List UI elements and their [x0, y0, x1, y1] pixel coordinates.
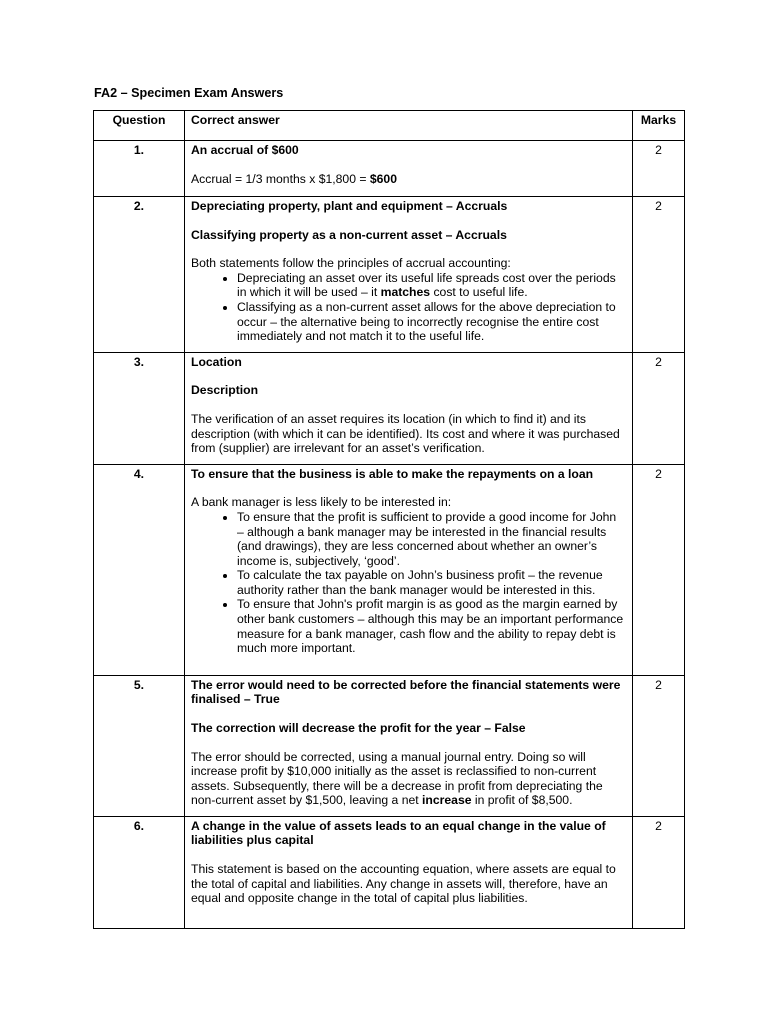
question-number: 3.	[94, 352, 185, 464]
table-header-row	[94, 111, 685, 141]
table-row	[94, 675, 685, 816]
question-number: 2.	[94, 197, 185, 353]
list-item: • To ensure that the profit is sufficient to provide a good income for John – although a bank manager may be interested in the financial results (and drawings), they are less concerned about whether an owner’s income is, subjectively, ‘good’.	[237, 510, 626, 568]
question-number: 5.	[94, 675, 185, 816]
answer-cell	[185, 352, 633, 464]
header-question: Question	[94, 111, 185, 141]
list-item: • Classifying as a non-current asset allows for the above depreciation to occur – the alternative being to incorrectly recognise the entire cost immediately and not match it to the useful life.	[237, 300, 626, 344]
answer-cell	[185, 197, 633, 353]
marks-cell: 2	[633, 675, 685, 816]
page-title: FA2 – Specimen Exam Answers	[94, 86, 284, 100]
table-row	[94, 352, 685, 464]
marks-cell: 2	[633, 464, 685, 675]
explanation-intro: A bank manager is less likely to be interested in:	[191, 495, 452, 510]
explanation-text: The verification of an asset requires its location (in which to find it) and its description (with which it can be identified). Its cost and where it was purchased from (supplier) are irrelevant for an asset’s verification.	[191, 411, 620, 456]
question-number: 1.	[94, 141, 185, 197]
bullet-list	[191, 510, 626, 656]
question-number: 4.	[94, 464, 185, 675]
header-marks: Marks	[633, 111, 685, 141]
answer-cell	[185, 816, 633, 928]
explanation-text: The error should be corrected, using a manual journal entry. Doing so will increase profit by $10,000 initially as the asset is reclassified to non-current assets. Subsequently, there will be a decrease in profit from depreciating the non-current asset by $1,500, leaving a net increase in profit of $8,500.	[191, 749, 603, 808]
answer-text: A change in the value of assets leads to an equal change in the value of liabilities plus capital	[191, 818, 606, 848]
question-number: 6.	[94, 816, 185, 928]
answer-cell	[185, 464, 633, 675]
answer-text: The correction will decrease the profit for the year – False	[191, 720, 526, 735]
working-text: Accrual = 1/3 months x $1,800 = $600	[191, 171, 397, 186]
marks-cell: 2	[633, 197, 685, 353]
table-row	[94, 197, 685, 353]
list-item: • To ensure that John's profit margin is as good as the margin earned by other bank customers – although this may be an important performance measure for a bank manager, cash flow and the ability to repay debt is much more important.	[237, 597, 626, 655]
list-item: • To calculate the tax payable on John’s business profit – the revenue authority rather than the bank manager would be interested in this.	[237, 568, 626, 597]
table-row	[94, 816, 685, 928]
answer-text: To ensure that the business is able to make the repayments on a loan	[191, 466, 594, 481]
answer-cell	[185, 675, 633, 816]
answer-text: Classifying property as a non-current asset – Accruals	[191, 227, 507, 242]
marks-cell: 2	[633, 141, 685, 197]
header-correct-answer: Correct answer	[185, 111, 633, 141]
answer-text: Description	[191, 383, 259, 398]
marks-cell: 2	[633, 816, 685, 928]
answer-text: The error would need to be corrected before the financial statements were finalised – True	[191, 677, 621, 707]
table-row	[94, 141, 685, 197]
answer-text: An accrual of $600	[191, 143, 299, 157]
answer-text: Depreciating property, plant and equipment – Accruals	[191, 199, 508, 213]
bullet-list	[191, 271, 626, 344]
explanation-text: This statement is based on the accounting equation, where assets are equal to the total of capital and liabilities. Any change in assets will, therefore, have an equal and opposite change in the total of capital plus liabilities.	[191, 862, 616, 906]
marks-cell: 2	[633, 352, 685, 464]
list-item: • Depreciating an asset over its useful life spreads cost over the periods in which it will be used – it matches cost to useful life.	[237, 271, 626, 300]
answers-table	[93, 110, 685, 929]
table-row	[94, 464, 685, 675]
explanation-intro: Both statements follow the principles of accrual accounting:	[191, 256, 511, 271]
answer-cell	[185, 141, 633, 197]
answer-text: Location	[191, 354, 242, 369]
